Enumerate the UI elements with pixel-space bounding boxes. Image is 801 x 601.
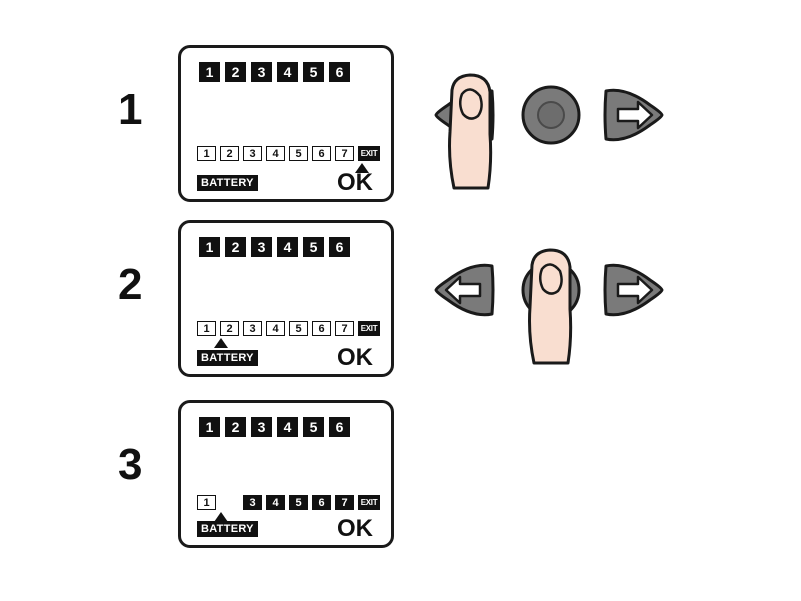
lcd-top-row <box>199 62 350 82</box>
menu-cell: 5 <box>289 146 308 161</box>
top-cell: 3 <box>251 417 272 437</box>
top-cell: 2 <box>225 417 246 437</box>
button-group <box>420 215 700 375</box>
right-arrow-button[interactable] <box>602 260 666 320</box>
menu-cell: 7 <box>335 146 354 161</box>
top-cell: 1 <box>199 237 220 257</box>
step-number: 3 <box>118 440 143 489</box>
top-cell: 5 <box>303 62 324 82</box>
lcd-bottom-row <box>197 495 380 510</box>
step-number: 2 <box>118 260 143 309</box>
menu-cell: 7 <box>335 321 354 336</box>
top-cell: 5 <box>303 237 324 257</box>
lcd-top-row <box>199 417 350 437</box>
top-cell: 1 <box>199 62 220 82</box>
lcd-bottom-row <box>197 146 380 161</box>
lcd-screen <box>178 45 394 202</box>
menu-cell-exit: EXIT <box>358 321 380 336</box>
top-cell: 2 <box>225 237 246 257</box>
menu-cell: 3 <box>243 495 262 510</box>
center-round-button[interactable] <box>520 259 582 321</box>
top-cell: 4 <box>277 62 298 82</box>
lcd-top-row <box>199 237 350 257</box>
top-cell: 3 <box>251 62 272 82</box>
ok-label: OK <box>337 515 373 542</box>
right-arrow-button[interactable] <box>602 85 666 145</box>
top-cell: 5 <box>303 417 324 437</box>
lcd-bottom-row <box>197 321 380 336</box>
left-arrow-button[interactable] <box>432 260 496 320</box>
step-3 <box>0 395 801 550</box>
step-2 <box>0 215 801 380</box>
menu-cell: 6 <box>312 146 331 161</box>
top-cell: 3 <box>251 237 272 257</box>
top-cell: 4 <box>277 237 298 257</box>
menu-cell: 6 <box>312 321 331 336</box>
menu-cell: 3 <box>243 146 262 161</box>
lcd-screen <box>178 220 394 377</box>
step-1 <box>0 40 801 205</box>
menu-cell-exit: EXIT <box>358 495 380 510</box>
top-cell: 2 <box>225 62 246 82</box>
cursor-arrow-icon <box>214 338 228 348</box>
menu-cell: 4 <box>266 495 285 510</box>
menu-cell: 3 <box>243 321 262 336</box>
menu-cell: 1 <box>197 495 216 510</box>
menu-cell: 4 <box>266 321 285 336</box>
battery-label: BATTERY <box>197 350 258 366</box>
top-cell: 4 <box>277 417 298 437</box>
menu-cell: 2 <box>220 146 239 161</box>
center-round-button[interactable] <box>520 84 582 146</box>
menu-cell-exit: EXIT <box>358 146 380 161</box>
top-cell: 6 <box>329 237 350 257</box>
lcd-screen <box>178 400 394 548</box>
menu-cell: 4 <box>266 146 285 161</box>
top-cell: 6 <box>329 62 350 82</box>
menu-cell: 2 <box>220 321 239 336</box>
menu-cell: 1 <box>197 321 216 336</box>
menu-cell: 1 <box>197 146 216 161</box>
menu-cell: 5 <box>289 321 308 336</box>
ok-label: OK <box>337 344 373 371</box>
top-cell: 1 <box>199 417 220 437</box>
menu-cell: 7 <box>335 495 354 510</box>
ok-label: OK <box>337 169 373 196</box>
menu-cell: 6 <box>312 495 331 510</box>
step-number: 1 <box>118 85 143 134</box>
top-cell: 6 <box>329 417 350 437</box>
menu-cell: 5 <box>289 495 308 510</box>
battery-label: BATTERY <box>197 521 258 537</box>
left-arrow-button[interactable] <box>432 85 496 145</box>
button-group <box>420 40 700 200</box>
battery-label: BATTERY <box>197 175 258 191</box>
menu-cell-blank <box>220 495 239 510</box>
